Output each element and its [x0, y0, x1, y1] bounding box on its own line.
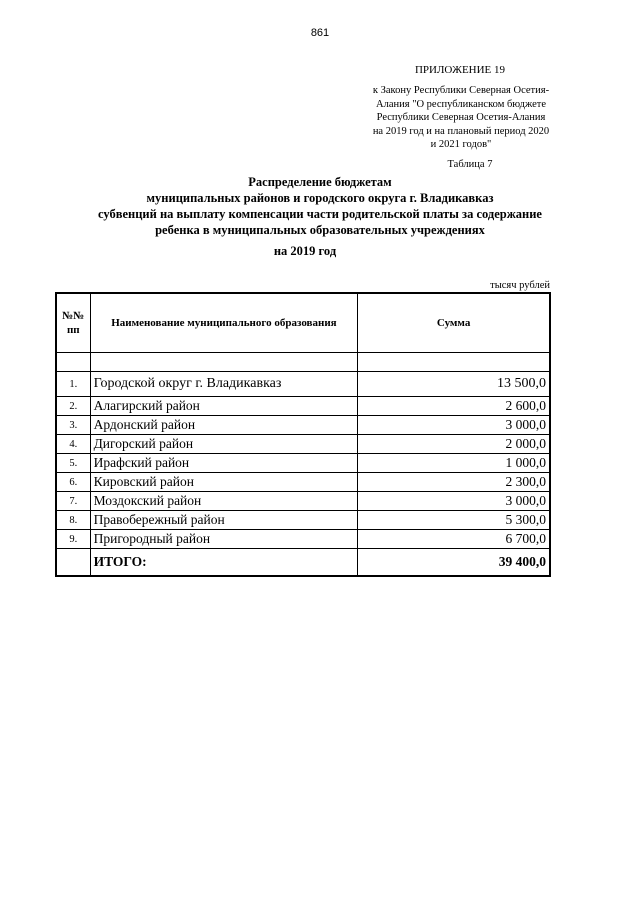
- header-name: Наименование муниципального образования: [90, 293, 358, 353]
- appendix-title: ПРИЛОЖЕНИЕ 19: [414, 64, 506, 76]
- appendix-line: к Закону Республики Северная Осетия-: [372, 85, 550, 96]
- row-name: Ардонский район: [90, 416, 358, 435]
- row-num: 9.: [56, 530, 90, 549]
- table-row: [56, 435, 550, 454]
- header-sum: Сумма: [358, 293, 550, 353]
- table-row: [56, 416, 550, 435]
- heading-line: ребенка в муниципальных образовательных учреждениях: [155, 223, 485, 237]
- heading-line: Распределение бюджетам: [248, 175, 392, 189]
- table-row: [56, 372, 550, 397]
- table-row: [56, 511, 550, 530]
- document-heading: [40, 174, 600, 238]
- table-row: [56, 397, 550, 416]
- table-row: [56, 454, 550, 473]
- row-sum: 3 000,0: [358, 416, 550, 435]
- row-num: 3.: [56, 416, 90, 435]
- row-num: 4.: [56, 435, 90, 454]
- row-num: 8.: [56, 511, 90, 530]
- appendix-line: на 2019 год и на плановый период 2020: [372, 125, 550, 137]
- row-name: Алагирский район: [90, 397, 358, 416]
- row-num: 1.: [56, 372, 90, 397]
- row-sum: 13 500,0: [358, 372, 550, 397]
- row-num: 6.: [56, 473, 90, 492]
- row-name: Моздокский район: [90, 492, 358, 511]
- row-sum: 2 000,0: [358, 435, 550, 454]
- row-name: Городской округ г. Владикавказ: [90, 372, 358, 397]
- total-num: [56, 549, 90, 577]
- row-name: Ирафский район: [90, 454, 358, 473]
- table-spacer-row: [56, 353, 550, 372]
- table-header-row: [56, 293, 550, 353]
- row-name: Пригородный район: [90, 530, 358, 549]
- header-num: №№ пп: [56, 293, 90, 353]
- budget-table: [55, 292, 551, 577]
- total-sum: 39 400,0: [358, 549, 550, 577]
- appendix-line: и 2021 годов": [430, 139, 492, 150]
- appendix-line: Республики Северная Осетия-Алания: [376, 112, 546, 123]
- row-name: Дигорский район: [90, 435, 358, 454]
- row-name: Кировский район: [90, 473, 358, 492]
- row-sum: 2 300,0: [358, 473, 550, 492]
- table-row: [56, 492, 550, 511]
- row-sum: 1 000,0: [358, 454, 550, 473]
- appendix-line: Алания "О республиканском бюджете: [376, 98, 546, 110]
- row-num: 2.: [56, 397, 90, 416]
- row-num: 7.: [56, 492, 90, 511]
- row-num: 5.: [56, 454, 90, 473]
- row-sum: 2 600,0: [358, 397, 550, 416]
- units-label: тысяч рублей: [490, 280, 550, 291]
- page-number: 861: [310, 27, 330, 39]
- table-row: [56, 530, 550, 549]
- table-row: [56, 473, 550, 492]
- heading-year: на 2019 год: [273, 244, 337, 258]
- heading-line: субвенций на выплату компенсации части родительской платы за содержание: [98, 207, 542, 221]
- heading-line: муниципальных районов и городского округа г. Владикавказ: [146, 191, 494, 205]
- appendix-reference: [356, 84, 566, 152]
- row-sum: 5 300,0: [358, 511, 550, 530]
- row-sum: 3 000,0: [358, 492, 550, 511]
- table-total-row: [56, 549, 550, 577]
- total-label: ИТОГО:: [90, 549, 358, 577]
- row-name: Правобережный район: [90, 511, 358, 530]
- table-label: Таблица 7: [447, 159, 493, 170]
- row-sum: 6 700,0: [358, 530, 550, 549]
